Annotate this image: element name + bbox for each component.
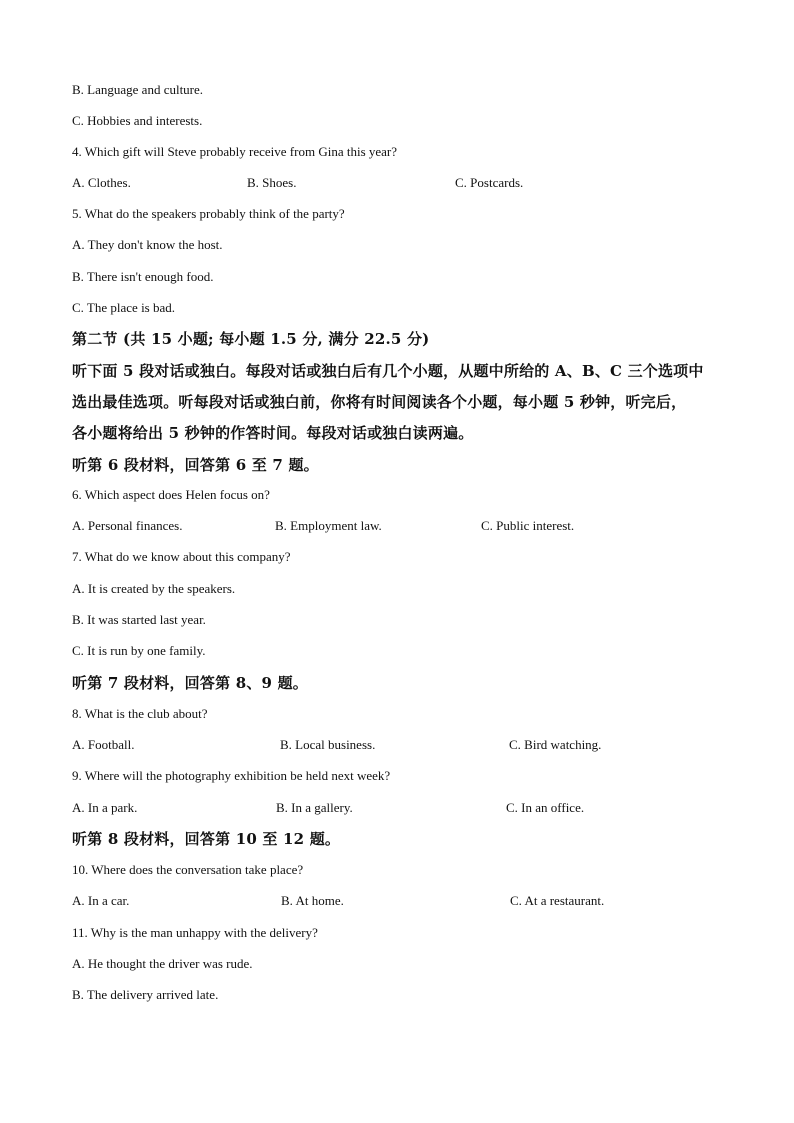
option-11a: A. He thought the driver was rude. [72,956,253,971]
option-7b: B. It was started last year. [72,612,206,627]
section-2-heading: 第二节 (共 15 小题; 每小题 1.5 分, 满分 22.5 分) [72,330,430,348]
question-11: 11. Why is the man unhappy with the delivery? [72,925,318,940]
option-7a: A. It is created by the speakers. [72,581,236,596]
option-4c: C. Postcards. [455,175,524,190]
option-5b: B. There isn't enough food. [72,269,214,284]
instructions-line-1: 听下面 5 段对话或独白。每段对话或独白后有几个小题，从题中所给的 A、B、C 三个选项中 [72,362,704,380]
question-9: 9. Where will the photography exhibition be held next week? [72,768,391,783]
instructions-line-2: 选出最佳选项。听每段对话或独白前，你将有时间阅读各个小题，每小题 5 秒钟，听完后， [72,393,687,411]
option-10b: B. At home. [281,893,344,908]
option-8a: A. Football. [72,737,135,752]
question-8: 8. What is the club about? [72,706,208,721]
instructions-line-3: 各小题将给出 5 秒钟的作答时间。每段对话或独白读两遍。 [72,424,474,442]
option-4a: A. Clothes. [72,175,131,190]
question-10: 10. Where does the conversation take place? [72,862,304,877]
option-8b: B. Local business. [280,737,376,752]
option-9b: B. In a gallery. [276,800,353,815]
option-6c: C. Public interest. [481,518,575,533]
option-3c: C. Hobbies and interests. [72,113,203,128]
option-5a: A. They don't know the host. [72,237,223,252]
option-9a: A. In a park. [72,800,138,815]
question-6: 6. Which aspect does Helen focus on? [72,487,270,502]
option-3b: B. Language and culture. [72,82,204,97]
option-5c: C. The place is bad. [72,300,176,315]
question-7: 7. What do we know about this company? [72,549,291,564]
question-5: 5. What do the speakers probably think of the party? [72,206,345,221]
option-10a: A. In a car. [72,893,130,908]
question-4: 4. Which gift will Steve probably receive from Gina this year? [72,144,398,159]
material-6-heading: 听第 6 段材料，回答第 6 至 7 题。 [72,456,319,474]
option-9c: C. In an office. [506,800,585,815]
option-4b: B. Shoes. [247,175,297,190]
option-8c: C. Bird watching. [509,737,602,752]
material-7-heading: 听第 7 段材料，回答第 8、9 题。 [72,674,309,692]
option-6b: B. Employment law. [275,518,382,533]
option-10c: C. At a restaurant. [510,893,605,908]
material-8-heading: 听第 8 段材料，回答第 10 至 12 题。 [72,830,341,848]
option-7c: C. It is run by one family. [72,643,206,658]
option-11b: B. The delivery arrived late. [72,987,219,1002]
option-6a: A. Personal finances. [72,518,183,533]
